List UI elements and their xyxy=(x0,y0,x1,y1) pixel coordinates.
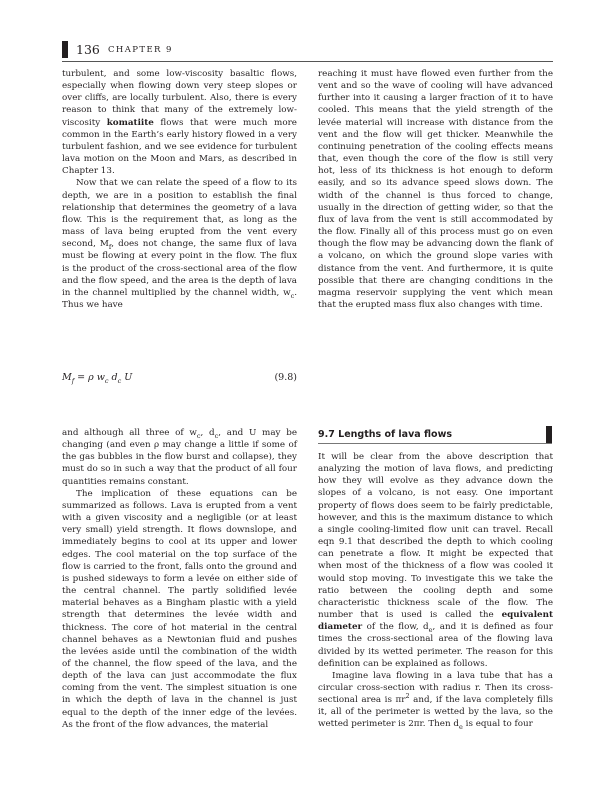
term-equivalent-diameter: equivalent diameter xyxy=(318,610,553,633)
page-number: 136 xyxy=(76,42,100,57)
paragraph: turbulent, and some low-viscosity basaltic flows, especially when flowing down very steep slopes or over cliffs, are locally turbulent. Also, there is every reason to think that many of the extremely low-viscosity komatiite flows that were much more common in the Earth’s early history flowed in a very turbulent fashion, and we see evidence for turbulent lava motion on the Moon and Mars, as described in Chapter 13. xyxy=(62,69,297,177)
left-column-bottom xyxy=(62,427,297,731)
paragraph: Imagine lava flowing in a lava tube that has a circular cross-section with radius r. Then its cross-sectional area is $\pi r^2$ and, if the lava completely fills it, all of the perimeter is wetted by the lava, so the wetted perimeter is 2πr. Then $d_e$ is equal to four xyxy=(318,670,553,732)
chapter-label: CHAPTER 9 xyxy=(108,45,173,55)
section-heading xyxy=(318,426,552,444)
right-column-top xyxy=(318,68,553,311)
section-rule xyxy=(318,443,552,444)
paragraph: The implication of these equations can be summarized as follows. Lava is erupted from a vent with a given viscosity and a negligible (or at least very small) yield strength. It flows downslope, and immediately begins to cool at its upper and lower edges. The cool material on the top surface of the flow is carried to the front, falls onto the ground and is pushed sideways to form a levée on either side of the central channel. The partly solidified levée material behaves as a Bingham plastic with a yield strength that determines the levée width and thickness. The core of hot material in the central channel behaves as a Newtonian fluid and pushes the levées aside until the combination of the width of the channel, the flow speed of the lava, and the depth of the lava can just accommodate the flux coming from the vent. The simplest situation is one in which the depth of lava in the channel is just equal to the depth of the inner edge of the levées. As the front of the flow advances, the material xyxy=(62,488,297,730)
paragraph: reaching it must have flowed even further from the vent and so the wave of cooling will have advanced further into it causing a larger fraction of it to have cooled. This means that the yield strength of the levée material will increase with distance from the vent and the flow will get thicker. Meanwhile the continuing penetration of the cooling effects means that, even though the core of the flow is still very hot, less of its thickness is hot enough to deform easily, and so its advance speed slows down. The width of the channel is thus forced to change, usually in the direction of getting wider, so that the flux of lava from the vent is still accommodated by the flow. Finally all of this process must go on even though the flow may be advancing down the flank of a volcano, on which the ground slope varies with distance from the vent. And furthermore, it is quite possible that there are changing conditions in the magma reservoir supplying the vent which mean that the erupted mass flux also changes with time. xyxy=(318,69,553,310)
term-komatiite: komatiite xyxy=(106,117,154,128)
section-marker-tab xyxy=(546,426,552,444)
left-column-top xyxy=(62,68,297,311)
paragraph: Now that we can relate the speed of a flow to its depth, we are in a position to establish the final relationship that determines the geometry of a lava flow. This is the requirement that, as long as the mass of lava being erupted from the vent every second, $M_f$, does not change, the same flux of lava must be flowing at every point in the flow. The flux is the product of the cross-sectional area of the flow and the flow speed, and the area is the depth of lava in the channel multiplied by the channel width, $w_c$. Thus we have xyxy=(62,178,297,310)
section-title: 9.7 Lengths of lava flows xyxy=(318,429,453,440)
header-rule xyxy=(62,61,553,62)
paragraph: and although all three of $w_c$, $d_c$, and U may be changing (and even ρ may change a little if some of the gas bubbles in the flow burst and collapse), they must do so in such a way that the product of all four quantities remains constant. xyxy=(62,428,297,487)
header-marker-bar xyxy=(62,41,68,58)
equation-9-8: $M_f = \rho$ $w_c$ $d_c$ U (9.8) xyxy=(62,372,297,385)
right-column-bottom xyxy=(318,451,553,731)
paragraph: It will be clear from the above description that analyzing the motion of lava flows, and predicting how they will evolve as they advance down the slopes of a volcano, is not easy. One important property of flows does seem to be fairly predictable, however, and this is the maximum distance to which a single cooling-limited flow unit can travel. Recall eqn 9.1 that described the depth to which cooling can penetrate a flow. It might be expected that when most of the thickness of a flow was cooled it would stop moving. To investigate this we take the ratio between the cooling depth and some characteristic thickness scale of the flow. The number that is used is called the equivalent diameter of the flow, $d_e$, and it is defined as four times the cross-sectional area of the flowing lava divided by its wetted perimeter. The reason for this definition can be explained as follows. xyxy=(318,452,553,669)
equation-number: (9.8) xyxy=(274,372,297,383)
